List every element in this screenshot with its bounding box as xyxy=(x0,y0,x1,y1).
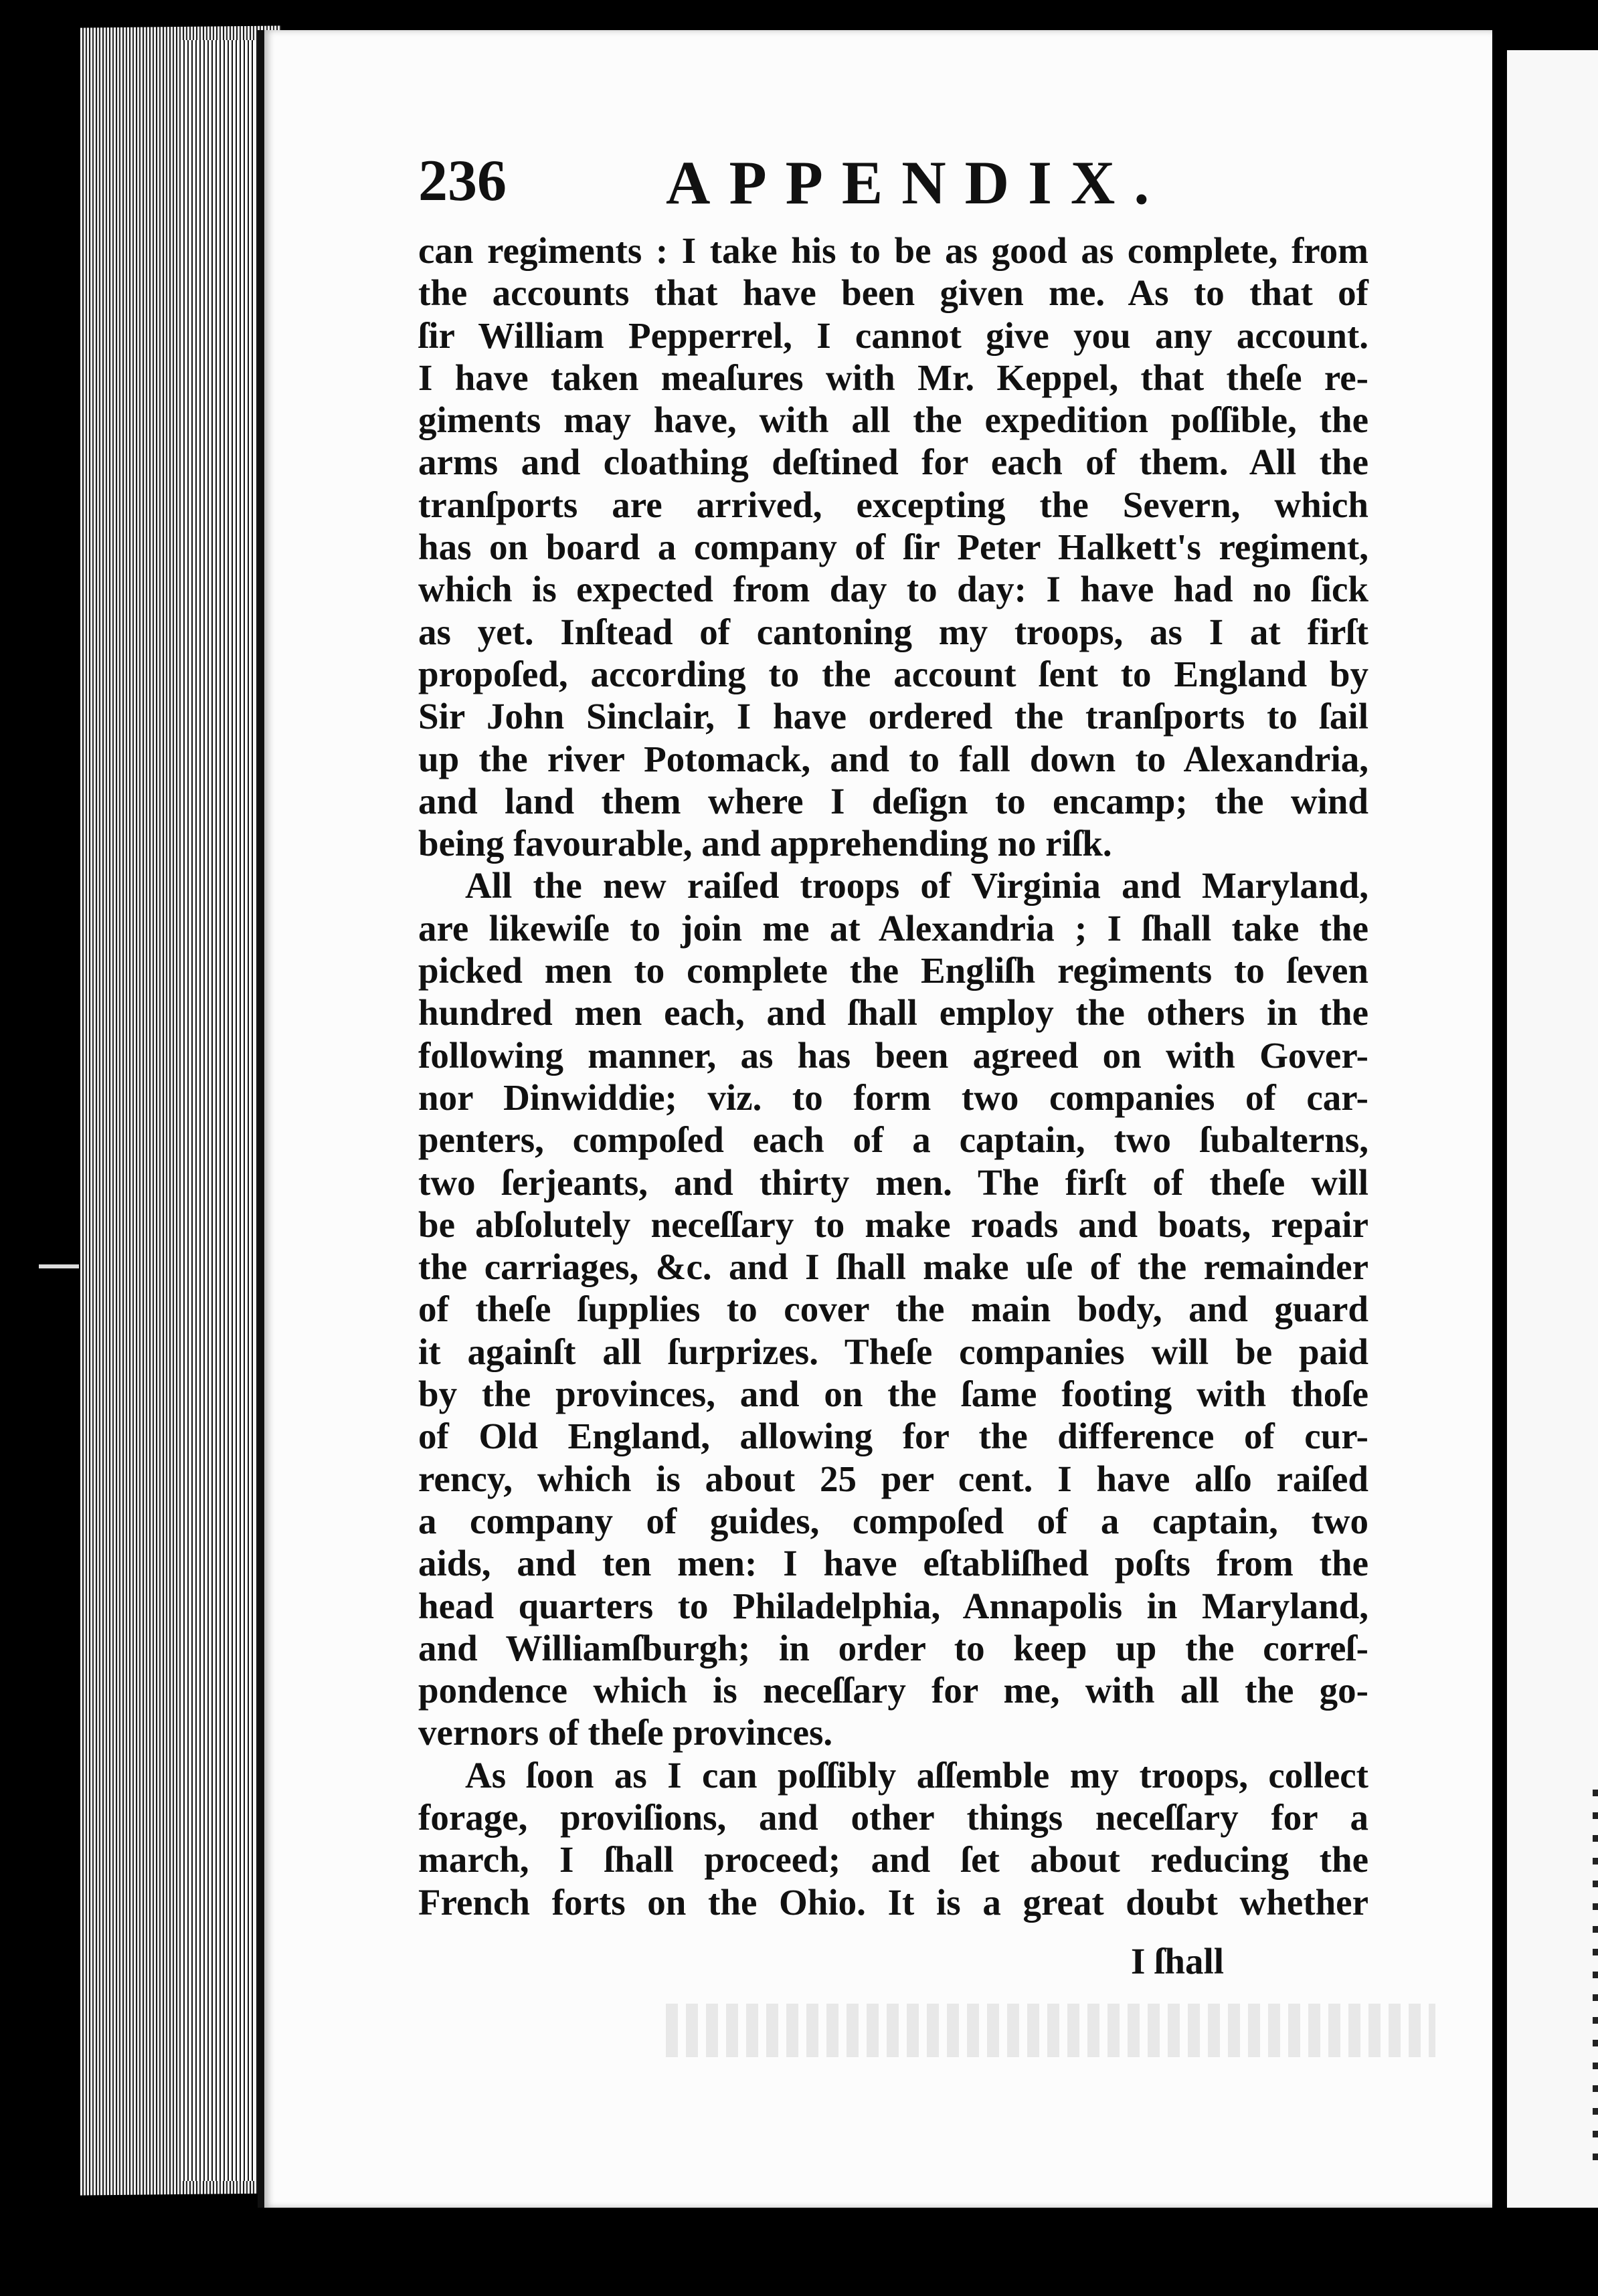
text-line: following manner, as has been agreed on with Gover- xyxy=(418,1034,1368,1076)
text-line: of Old England, allowing for the difference of cur- xyxy=(418,1416,1368,1457)
text-line: Sir John Sinclair, I have ordered the tranſports to ſail xyxy=(418,696,1368,737)
text-line: the carriages, &c. and I ſhall make uſe of the remainder xyxy=(418,1246,1368,1288)
text-line: the accounts that have been given me. As to that of xyxy=(418,272,1368,314)
show-through-bleed xyxy=(666,2004,1435,2057)
edge-mark xyxy=(39,1264,79,1268)
text-line: I have taken meaſures with Mr. Keppel, that theſe re- xyxy=(418,357,1368,398)
text-line: head quarters to Philadelphia, Annapolis in Maryland, xyxy=(418,1585,1368,1626)
text-line: a company of guides, compoſed of a captain, two xyxy=(418,1500,1368,1541)
catchword: I ſhall xyxy=(1131,1941,1225,1982)
text-line: tranſports are arrived, excepting the Severn, which xyxy=(418,484,1368,525)
body-text xyxy=(418,229,1368,1923)
text-line: vernors of theſe provinces. xyxy=(418,1712,833,1753)
text-line: and land them where I deſign to encamp; the wind xyxy=(418,780,1368,822)
text-line: as yet. Inſtead of cantoning my troops, as I at firſt xyxy=(418,611,1368,652)
text-line: march, I ſhall proceed; and ſet about reducing the xyxy=(418,1839,1368,1881)
text-line: picked men to complete the Engliſh regiments to ſeven xyxy=(418,950,1368,991)
facing-page-edge xyxy=(1499,50,1598,2208)
text-line: forage, proviſions, and other things neceſſary for a xyxy=(418,1796,1368,1838)
page-header xyxy=(418,147,1422,227)
text-line: be abſolutely neceſſary to make roads and boats, repair xyxy=(418,1204,1368,1245)
text-line: propoſed, according to the account ſent to England by xyxy=(418,653,1368,694)
text-line: nor Dinwiddie; viz. to form two companies of car- xyxy=(418,1076,1368,1118)
text-line: it againſt all ſurprizes. Theſe companies will be paid xyxy=(418,1331,1368,1372)
text-line: penters, compoſed each of a captain, two ſubalterns, xyxy=(418,1119,1368,1161)
text-line: being favourable, and apprehending no riſk. xyxy=(418,823,1112,864)
text-line: rency, which is about 25 per cent. I have alſo raiſed xyxy=(418,1458,1368,1499)
text-line: and Williamſburgh; in order to keep up the correſ- xyxy=(418,1627,1368,1668)
text-line: can regiments : I take his to be as good as complete, from xyxy=(418,230,1368,271)
text-line: All the new raiſed troops of Virginia and Maryland, xyxy=(465,865,1368,906)
text-line: arms and cloathing deſtined for each of them. All the xyxy=(418,442,1368,483)
book-page xyxy=(258,30,1492,2208)
text-line: giments may have, with all the expedition poſſible, the xyxy=(418,399,1368,441)
text-line: by the provinces, and on the ſame footing with thoſe xyxy=(418,1373,1368,1415)
text-line: two ſerjeants, and thirty men. The firſt of theſe will xyxy=(418,1161,1368,1203)
running-head: APPENDIX. xyxy=(666,149,1168,217)
text-line: pondence which is neceſſary for me, with all the go- xyxy=(418,1670,1368,1711)
page-number: 236 xyxy=(418,149,507,213)
text-line: which is expected from day to day: I have had no ſick xyxy=(418,569,1368,610)
text-line: French forts on the Ohio. It is a great doubt whether xyxy=(418,1881,1368,1923)
text-line: ſir William Pepperrel, I cannot give you any account. xyxy=(418,314,1368,356)
text-line: As ſoon as I can poſſibly aſſemble my troops, collect xyxy=(465,1754,1368,1796)
text-line: of theſe ſupplies to cover the main body, and guard xyxy=(418,1288,1368,1330)
text-line: has on board a company of ſir Peter Halkett's regiment, xyxy=(418,527,1368,568)
page-edges-inner xyxy=(181,40,254,2181)
text-line: aids, and ten men: I have eſtabliſhed poſts from the xyxy=(418,1543,1368,1584)
text-line: are likewiſe to join me at Alexandria ; I ſhall take the xyxy=(418,907,1368,949)
text-line: up the river Potomack, and to fall down to Alexandria, xyxy=(418,738,1368,779)
facing-page-marks xyxy=(1593,1790,1598,2164)
text-line: hundred men each, and ſhall employ the others in the xyxy=(418,992,1368,1034)
